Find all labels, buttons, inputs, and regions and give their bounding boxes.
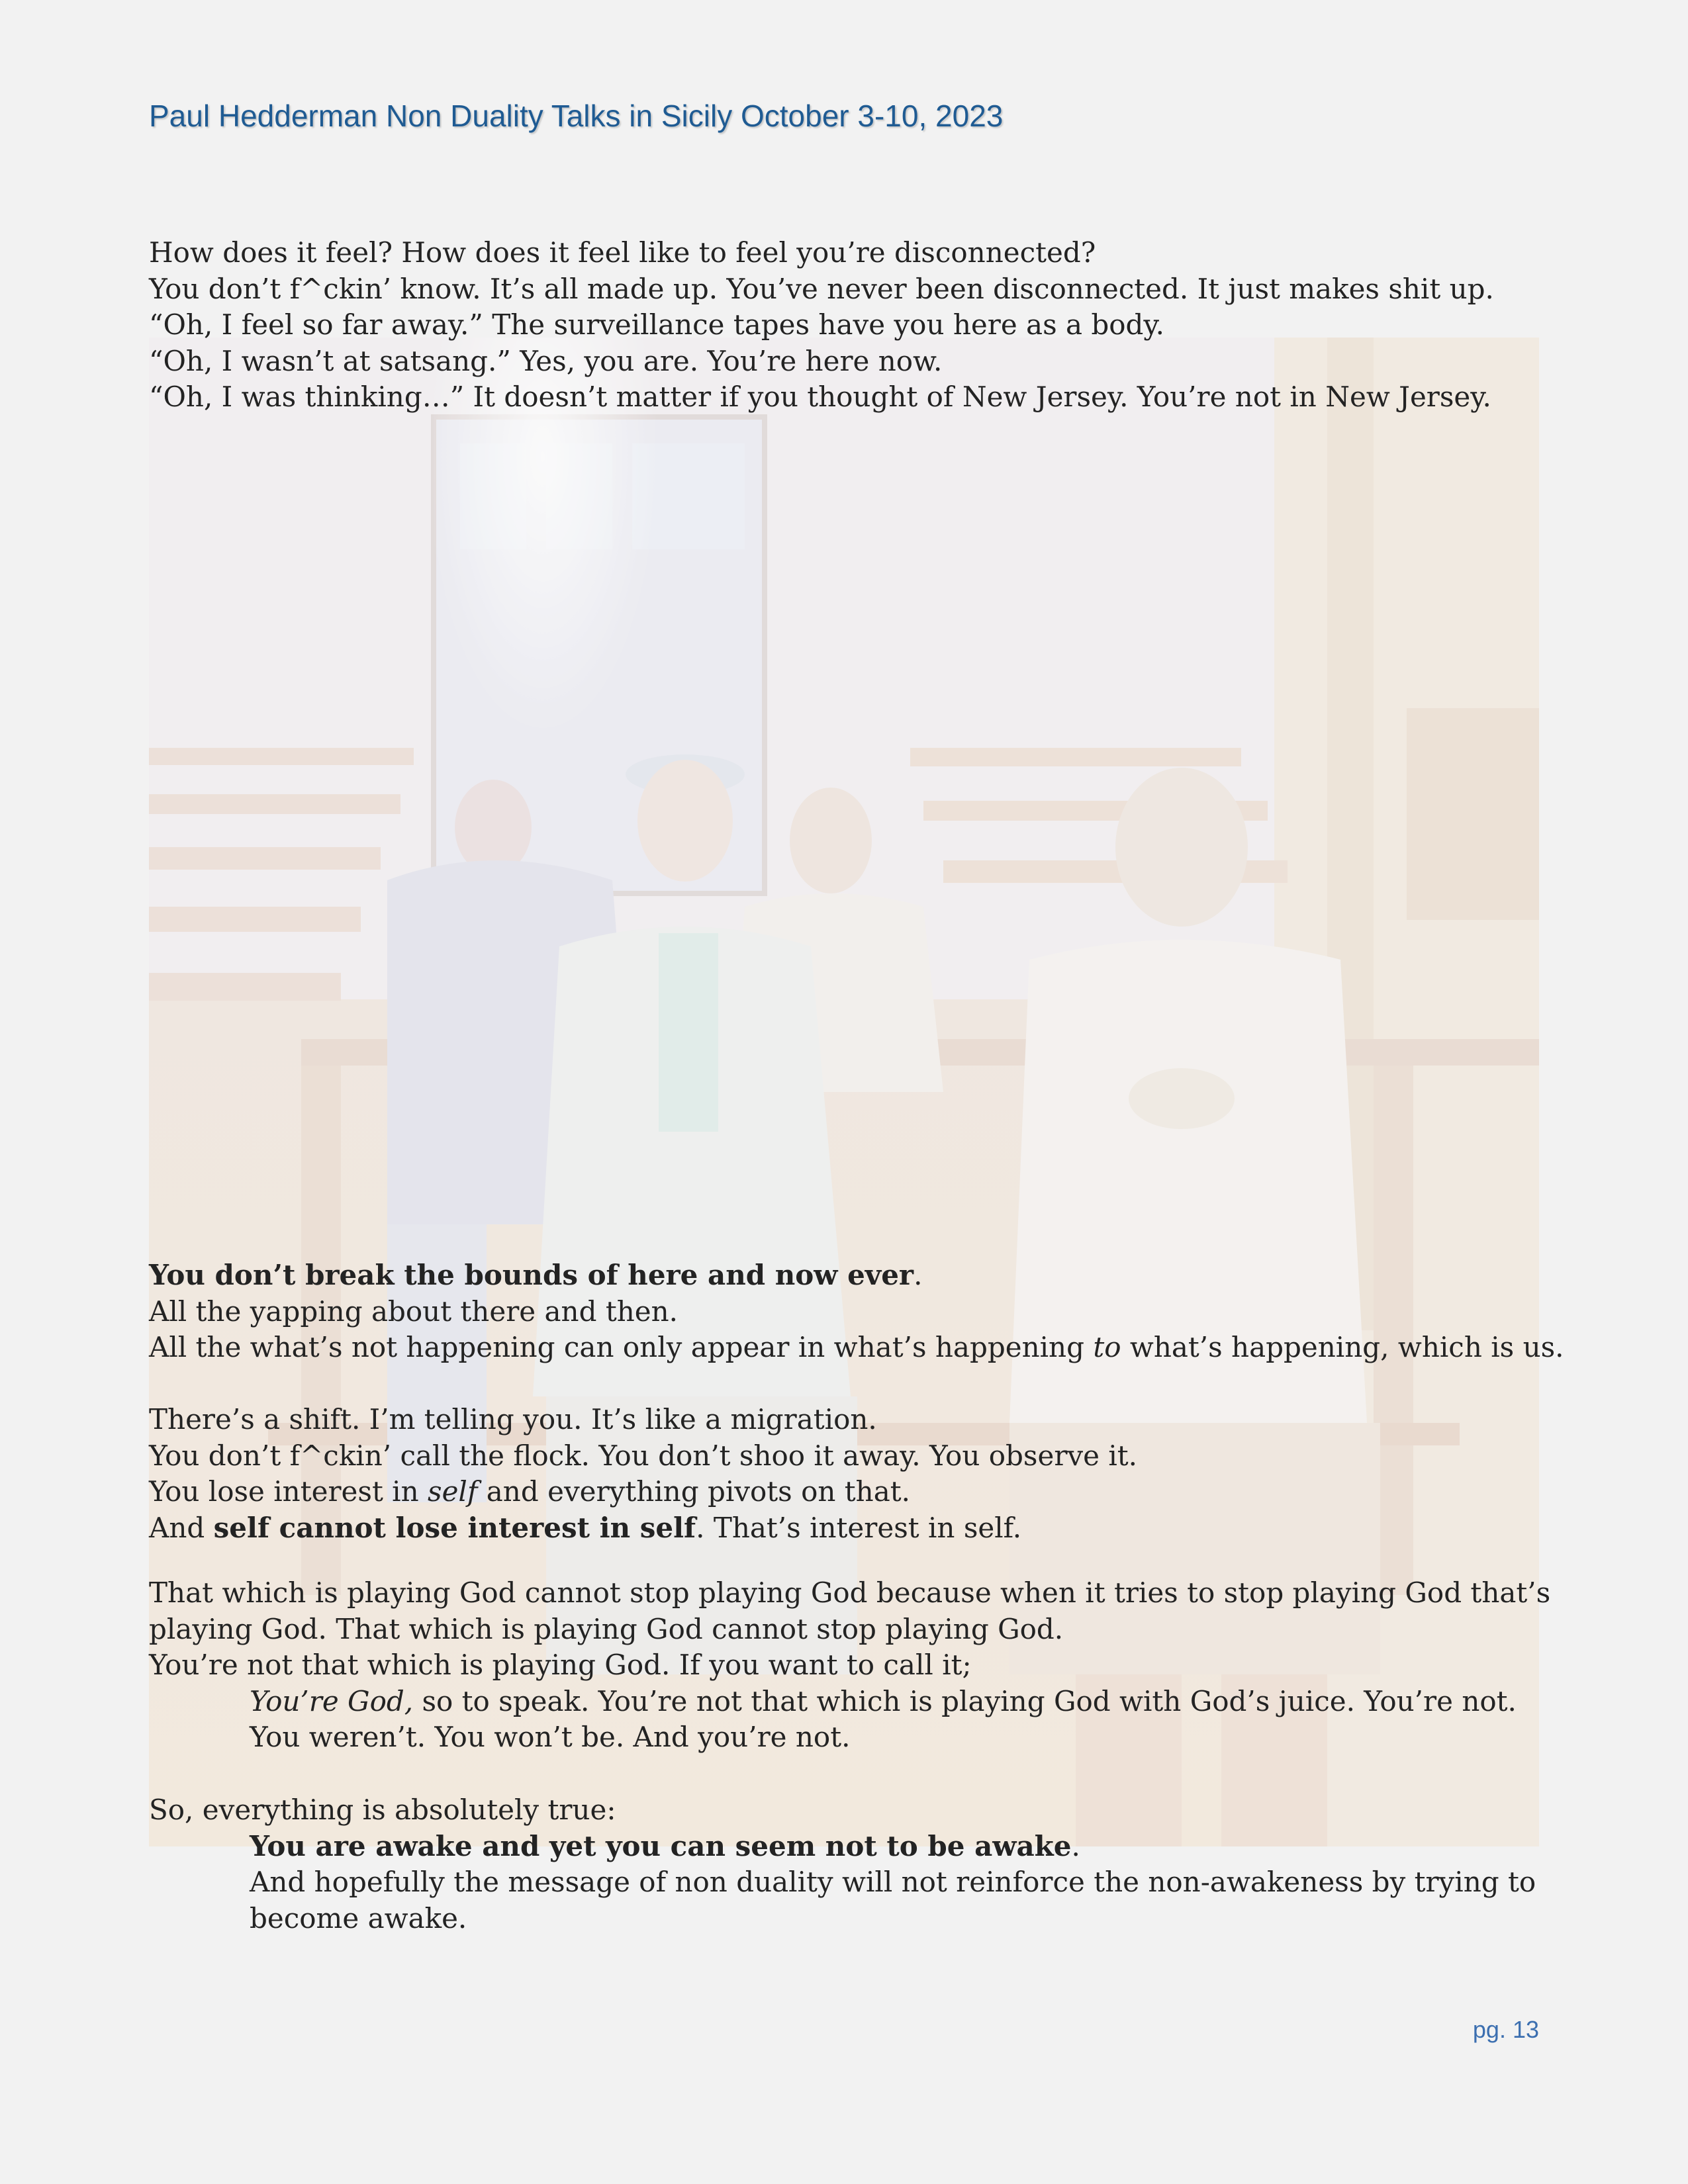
document-title: Paul Hedderman Non Duality Talks in Sicily October 3-10, 2023 [149, 99, 1004, 133]
emphasis-bold: You are awake and yet you can seem not to be awake [250, 1829, 1072, 1862]
paragraph-playing-god [149, 1575, 1550, 1756]
text-line [149, 1330, 1564, 1366]
text-line: There’s a shift. I’m telling you. It’s like a migration. [149, 1403, 877, 1435]
text-span: All the what’s not happening can only appear in what’s happening [149, 1331, 1094, 1363]
text-line [149, 1684, 1550, 1720]
text-line: All the yapping about there and then. [149, 1295, 679, 1328]
text-line: playing God. That which is playing God cannot stop playing God. [149, 1612, 1064, 1645]
text-line: “Oh, I feel so far away.” The surveillance tapes have you here as a body. [149, 308, 1164, 341]
text-line: You’re not that which is playing God. If you want to call it; [149, 1649, 972, 1681]
paragraph-disconnected [149, 235, 1494, 416]
paragraph-migration [149, 1402, 1137, 1546]
text-span: . That’s interest in self. [696, 1511, 1022, 1544]
emphasis-bold: self cannot lose interest in self [213, 1511, 696, 1544]
text-line: You don’t f^ckin’ know. It’s all made up. You’ve never been disconnected. It just makes shit up. [149, 272, 1494, 305]
punctuation: . [914, 1259, 923, 1291]
text-line [149, 1257, 1564, 1294]
text-line: How does it feel? How does it feel like to feel you’re disconnected? [149, 236, 1096, 269]
text-line: So, everything is absolutely true: [149, 1794, 616, 1826]
emphasis-italic: You’re God, [250, 1684, 414, 1717]
text-line [149, 1510, 1137, 1547]
emphasis-bold: You don’t break the bounds of here and now ever [149, 1259, 914, 1291]
paragraph-here-and-now [149, 1257, 1564, 1366]
emphasis-italic: to [1093, 1331, 1121, 1363]
text-line [149, 1829, 1536, 1865]
text-line: And hopefully the message of non duality will not reinforce the non-awakeness by trying to [250, 1866, 1536, 1898]
text-span: so to speak. You’re not that which is playing God with God’s juice. You’re not. [413, 1684, 1517, 1717]
text-line: “Oh, I was thinking…” It doesn’t matter if you thought of New Jersey. You’re not in New Jersey. [149, 381, 1491, 413]
text-line: “Oh, I wasn’t at satsang.” Yes, you are. You’re here now. [149, 344, 943, 377]
text-line: You don’t f^ckin’ call the flock. You don’t shoo it away. You observe it. [149, 1439, 1137, 1472]
paragraph-awake [149, 1792, 1536, 1936]
text-line: You weren’t. You won’t be. And you’re not. [250, 1721, 851, 1753]
text-span: what’s happening, which is us. [1121, 1331, 1564, 1363]
page-number: pg. 13 [1472, 2016, 1539, 2043]
text-line [149, 1474, 1137, 1510]
punctuation: . [1071, 1829, 1080, 1862]
text-line: become awake. [250, 1901, 467, 1934]
emphasis-italic: self [428, 1475, 478, 1508]
text-span: You lose interest in [149, 1475, 428, 1508]
text-line: That which is playing God cannot stop playing God because when it tries to stop playing God that’s [149, 1576, 1551, 1609]
text-span: And [149, 1511, 214, 1544]
text-span: and everything pivots on that. [477, 1475, 910, 1508]
